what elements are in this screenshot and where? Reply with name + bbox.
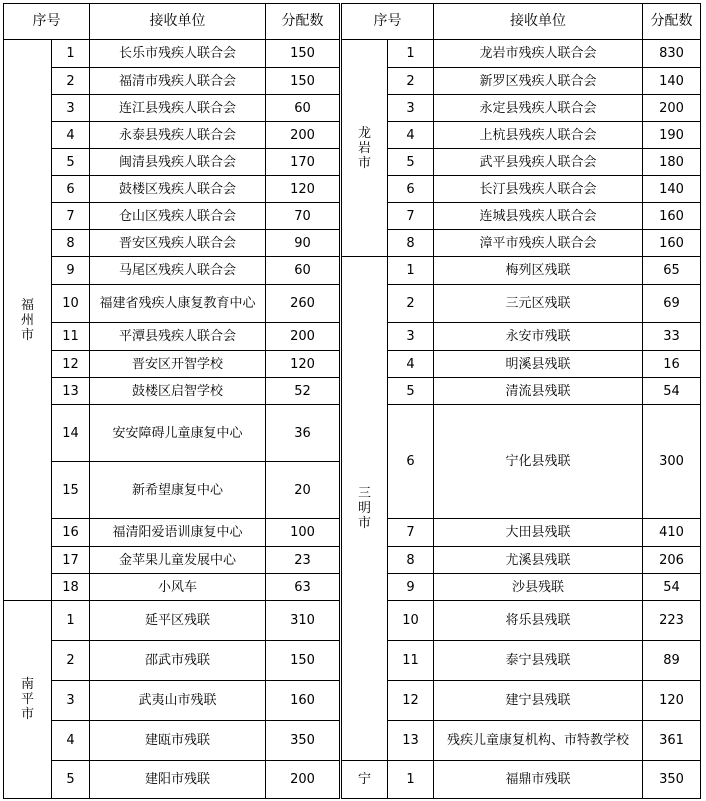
- allocation-count: 160: [643, 203, 701, 230]
- city-cell-sanming: [341, 257, 388, 761]
- allocation-count: 200: [266, 122, 341, 149]
- city-name: 龙岩市: [358, 125, 372, 171]
- allocation-count: 120: [266, 176, 341, 203]
- unit-name: 龙岩市残疾人联合会: [434, 40, 643, 68]
- allocation-count: 150: [266, 641, 341, 681]
- unit-name: 漳平市残疾人联合会: [434, 230, 643, 257]
- allocation-count: 200: [643, 95, 701, 122]
- table-row: [4, 761, 701, 799]
- unit-name: 梅列区残联: [434, 257, 643, 285]
- city-cell-ningde: [341, 761, 388, 799]
- allocation-count: 170: [266, 149, 341, 176]
- allocation-count: 160: [266, 681, 341, 721]
- allocation-count: 70: [266, 203, 341, 230]
- allocation-count: 16: [643, 351, 701, 378]
- allocation-count: 206: [643, 547, 701, 574]
- row-number: 1: [388, 40, 434, 68]
- unit-name: 武平县残疾人联合会: [434, 149, 643, 176]
- row-number: 1: [52, 40, 90, 68]
- city-name: 福州市: [21, 297, 35, 343]
- unit-name: 仓山区残疾人联合会: [90, 203, 266, 230]
- allocation-count: 830: [643, 40, 701, 68]
- row-number: 9: [52, 257, 90, 285]
- unit-name: 永安市残联: [434, 323, 643, 351]
- header-unit-right: 接收单位: [434, 4, 643, 40]
- allocation-count: 69: [643, 285, 701, 323]
- allocation-count: 410: [643, 519, 701, 547]
- unit-name: 连江县残疾人联合会: [90, 95, 266, 122]
- row-number: 11: [52, 323, 90, 351]
- unit-name: 沙县残联: [434, 574, 643, 601]
- row-number: 7: [388, 519, 434, 547]
- unit-name: 长汀县残疾人联合会: [434, 176, 643, 203]
- unit-name: 晋安区开智学校: [90, 351, 266, 378]
- row-number: 1: [388, 761, 434, 799]
- header-count-right: 分配数: [643, 4, 701, 40]
- unit-name: 鼓楼区启智学校: [90, 378, 266, 405]
- unit-name: 建宁县残联: [434, 681, 643, 721]
- unit-name: 泰宁县残联: [434, 641, 643, 681]
- city-name: 宁: [358, 772, 372, 787]
- row-number: 10: [388, 601, 434, 641]
- allocation-table: [3, 3, 701, 799]
- unit-name: 小风车: [90, 574, 266, 601]
- allocation-count: 52: [266, 378, 341, 405]
- row-number: 4: [388, 122, 434, 149]
- unit-name: 永定县残疾人联合会: [434, 95, 643, 122]
- row-number: 17: [52, 547, 90, 574]
- allocation-count: 150: [266, 68, 341, 95]
- allocation-count: 60: [266, 95, 341, 122]
- row-number: 11: [388, 641, 434, 681]
- allocation-count: 300: [643, 405, 701, 519]
- allocation-count: 140: [643, 176, 701, 203]
- row-number: 2: [52, 68, 90, 95]
- row-number: 16: [52, 519, 90, 547]
- allocation-count: 89: [643, 641, 701, 681]
- row-number: 4: [52, 122, 90, 149]
- header-count-left: 分配数: [266, 4, 341, 40]
- allocation-count: 160: [643, 230, 701, 257]
- row-number: 6: [52, 176, 90, 203]
- city-cell-nanping: [4, 601, 52, 799]
- row-number: 4: [52, 721, 90, 761]
- city-cell-longyan: [341, 40, 388, 257]
- allocation-count: 150: [266, 40, 341, 68]
- city-name: 三明市: [358, 486, 372, 531]
- row-number: 13: [52, 378, 90, 405]
- row-number: 2: [388, 285, 434, 323]
- row-number: 2: [388, 68, 434, 95]
- unit-name: 鼓楼区残疾人联合会: [90, 176, 266, 203]
- city-cell-fuzhou: [4, 40, 52, 601]
- row-number: 3: [52, 681, 90, 721]
- allocation-count: 200: [266, 323, 341, 351]
- allocation-count: 23: [266, 547, 341, 574]
- allocation-count: 310: [266, 601, 341, 641]
- allocation-count: 200: [266, 761, 341, 799]
- unit-name: 安安障碍儿童康复中心: [90, 405, 266, 462]
- unit-name: 武夷山市残联: [90, 681, 266, 721]
- unit-name: 金苹果儿童发展中心: [90, 547, 266, 574]
- row-number: 15: [52, 462, 90, 519]
- allocation-count: 100: [266, 519, 341, 547]
- unit-name: 新罗区残疾人联合会: [434, 68, 643, 95]
- row-number: 6: [388, 405, 434, 519]
- unit-name: 晋安区残疾人联合会: [90, 230, 266, 257]
- unit-name: 连城县残疾人联合会: [434, 203, 643, 230]
- unit-name: 邵武市残联: [90, 641, 266, 681]
- row-number: 10: [52, 285, 90, 323]
- header-seq-right: 序号: [341, 4, 434, 40]
- unit-name: 上杭县残疾人联合会: [434, 122, 643, 149]
- unit-name: 建瓯市残联: [90, 721, 266, 761]
- row-number: 13: [388, 721, 434, 761]
- row-number: 5: [52, 149, 90, 176]
- unit-name: 将乐县残联: [434, 601, 643, 641]
- row-number: 5: [52, 761, 90, 799]
- unit-name: 福建省残疾人康复教育中心: [90, 285, 266, 323]
- row-number: 3: [388, 323, 434, 351]
- allocation-count: 36: [266, 405, 341, 462]
- allocation-count: 120: [266, 351, 341, 378]
- row-number: 6: [388, 176, 434, 203]
- allocation-count: 60: [266, 257, 341, 285]
- allocation-count: 350: [266, 721, 341, 761]
- row-number: 8: [388, 230, 434, 257]
- unit-name: 平潭县残疾人联合会: [90, 323, 266, 351]
- unit-name: 尤溪县残联: [434, 547, 643, 574]
- row-number: 5: [388, 149, 434, 176]
- row-number: 12: [388, 681, 434, 721]
- unit-name: 三元区残联: [434, 285, 643, 323]
- allocation-count: 20: [266, 462, 341, 519]
- unit-name: 闽清县残疾人联合会: [90, 149, 266, 176]
- unit-name: 明溪县残联: [434, 351, 643, 378]
- header-row: [4, 4, 701, 40]
- allocation-count: 223: [643, 601, 701, 641]
- unit-name: 马尾区残疾人联合会: [90, 257, 266, 285]
- unit-name: 建阳市残联: [90, 761, 266, 799]
- unit-name: 清流县残联: [434, 378, 643, 405]
- unit-name: 长乐市残疾人联合会: [90, 40, 266, 68]
- row-number: 5: [388, 378, 434, 405]
- row-number: 4: [388, 351, 434, 378]
- row-number: 1: [52, 601, 90, 641]
- unit-name: 残疾儿童康复机构、市特教学校: [434, 721, 643, 761]
- table-row: [4, 40, 701, 68]
- row-number: 8: [388, 547, 434, 574]
- unit-name: 延平区残联: [90, 601, 266, 641]
- allocation-count: 54: [643, 378, 701, 405]
- allocation-count: 90: [266, 230, 341, 257]
- unit-name: 新希望康复中心: [90, 462, 266, 519]
- row-number: 7: [52, 203, 90, 230]
- city-name: 南平市: [21, 677, 35, 722]
- unit-name: 宁化县残联: [434, 405, 643, 519]
- allocation-count: 350: [643, 761, 701, 799]
- row-number: 2: [52, 641, 90, 681]
- allocation-count: 140: [643, 68, 701, 95]
- unit-name: 福清市残疾人联合会: [90, 68, 266, 95]
- allocation-count: 260: [266, 285, 341, 323]
- allocation-count: 361: [643, 721, 701, 761]
- allocation-count: 120: [643, 681, 701, 721]
- unit-name: 永泰县残疾人联合会: [90, 122, 266, 149]
- header-unit-left: 接收单位: [90, 4, 266, 40]
- row-number: 3: [388, 95, 434, 122]
- row-number: 3: [52, 95, 90, 122]
- allocation-count: 63: [266, 574, 341, 601]
- allocation-count: 190: [643, 122, 701, 149]
- unit-name: 福清阳爱语训康复中心: [90, 519, 266, 547]
- allocation-count: 54: [643, 574, 701, 601]
- unit-name: 福鼎市残联: [434, 761, 643, 799]
- allocation-count: 33: [643, 323, 701, 351]
- row-number: 8: [52, 230, 90, 257]
- row-number: 14: [52, 405, 90, 462]
- row-number: 18: [52, 574, 90, 601]
- allocation-count: 180: [643, 149, 701, 176]
- row-number: 12: [52, 351, 90, 378]
- row-number: 9: [388, 574, 434, 601]
- row-number: 7: [388, 203, 434, 230]
- row-number: 1: [388, 257, 434, 285]
- table-row: [4, 257, 701, 285]
- header-seq-left: 序号: [4, 4, 90, 40]
- allocation-count: 65: [643, 257, 701, 285]
- unit-name: 大田县残联: [434, 519, 643, 547]
